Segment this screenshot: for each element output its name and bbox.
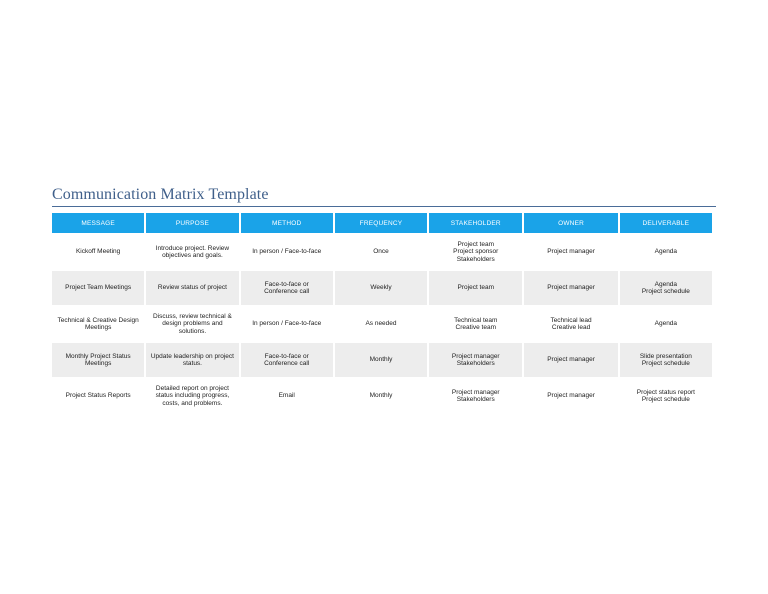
- cell-frequency: Weekly: [335, 271, 427, 305]
- cell-owner: Project manager: [524, 379, 617, 413]
- table-row: [52, 235, 712, 269]
- cell-message: Project Status Reports: [52, 379, 144, 413]
- cell-purpose: Review status of project: [146, 271, 238, 305]
- cell-owner: Technical lead Creative lead: [524, 307, 617, 341]
- cell-deliverable: Agenda: [620, 235, 712, 269]
- cell-message: Technical & Creative Design Meetings: [52, 307, 144, 341]
- cell-owner: Project manager: [524, 235, 617, 269]
- table-row: [52, 343, 712, 377]
- header-purpose: PURPOSE: [146, 213, 238, 233]
- cell-message: Kickoff Meeting: [52, 235, 144, 269]
- cell-message: Project Team Meetings: [52, 271, 144, 305]
- cell-stakeholder: Project manager Stakeholders: [429, 379, 522, 413]
- cell-stakeholder: Project team: [429, 271, 522, 305]
- cell-frequency: Monthly: [335, 379, 427, 413]
- header-method: METHOD: [241, 213, 333, 233]
- cell-deliverable: Project status report Project schedule: [620, 379, 712, 413]
- table-row: [52, 307, 712, 341]
- cell-owner: Project manager: [524, 271, 617, 305]
- cell-method: In person / Face-to-face: [241, 235, 333, 269]
- cell-method: Face-to-face or Conference call: [241, 271, 333, 305]
- cell-frequency: As needed: [335, 307, 427, 341]
- title-underline: [52, 206, 716, 207]
- cell-owner: Project manager: [524, 343, 617, 377]
- cell-stakeholder: Project manager Stakeholders: [429, 343, 522, 377]
- cell-frequency: Once: [335, 235, 427, 269]
- header-owner: OWNER: [524, 213, 617, 233]
- cell-purpose: Detailed report on project status including progress, costs, and problems.: [146, 379, 238, 413]
- table-row: [52, 271, 712, 305]
- document-title: Communication Matrix Template: [52, 186, 269, 203]
- cell-deliverable: Agenda Project schedule: [620, 271, 712, 305]
- cell-purpose: Introduce project. Review objectives and goals.: [146, 235, 238, 269]
- cell-deliverable: Slide presentation Project schedule: [620, 343, 712, 377]
- cell-purpose: Discuss, review technical & design problems and solutions.: [146, 307, 238, 341]
- cell-method: Face-to-face or Conference call: [241, 343, 333, 377]
- header-stakeholder: STAKEHOLDER: [429, 213, 522, 233]
- cell-deliverable: Agenda: [620, 307, 712, 341]
- header-message: MESSAGE: [52, 213, 144, 233]
- cell-purpose: Update leadership on project status.: [146, 343, 238, 377]
- cell-stakeholder: Project team Project sponsor Stakeholders: [429, 235, 522, 269]
- header-row: [52, 213, 712, 233]
- communication-matrix-table: [50, 211, 714, 415]
- header-deliverable: DELIVERABLE: [620, 213, 712, 233]
- cell-message: Monthly Project Status Meetings: [52, 343, 144, 377]
- cell-method: Email: [241, 379, 333, 413]
- table-row: [52, 379, 712, 413]
- header-frequency: FREQUENCY: [335, 213, 427, 233]
- cell-method: In person / Face-to-face: [241, 307, 333, 341]
- cell-frequency: Monthly: [335, 343, 427, 377]
- cell-stakeholder: Technical team Creative team: [429, 307, 522, 341]
